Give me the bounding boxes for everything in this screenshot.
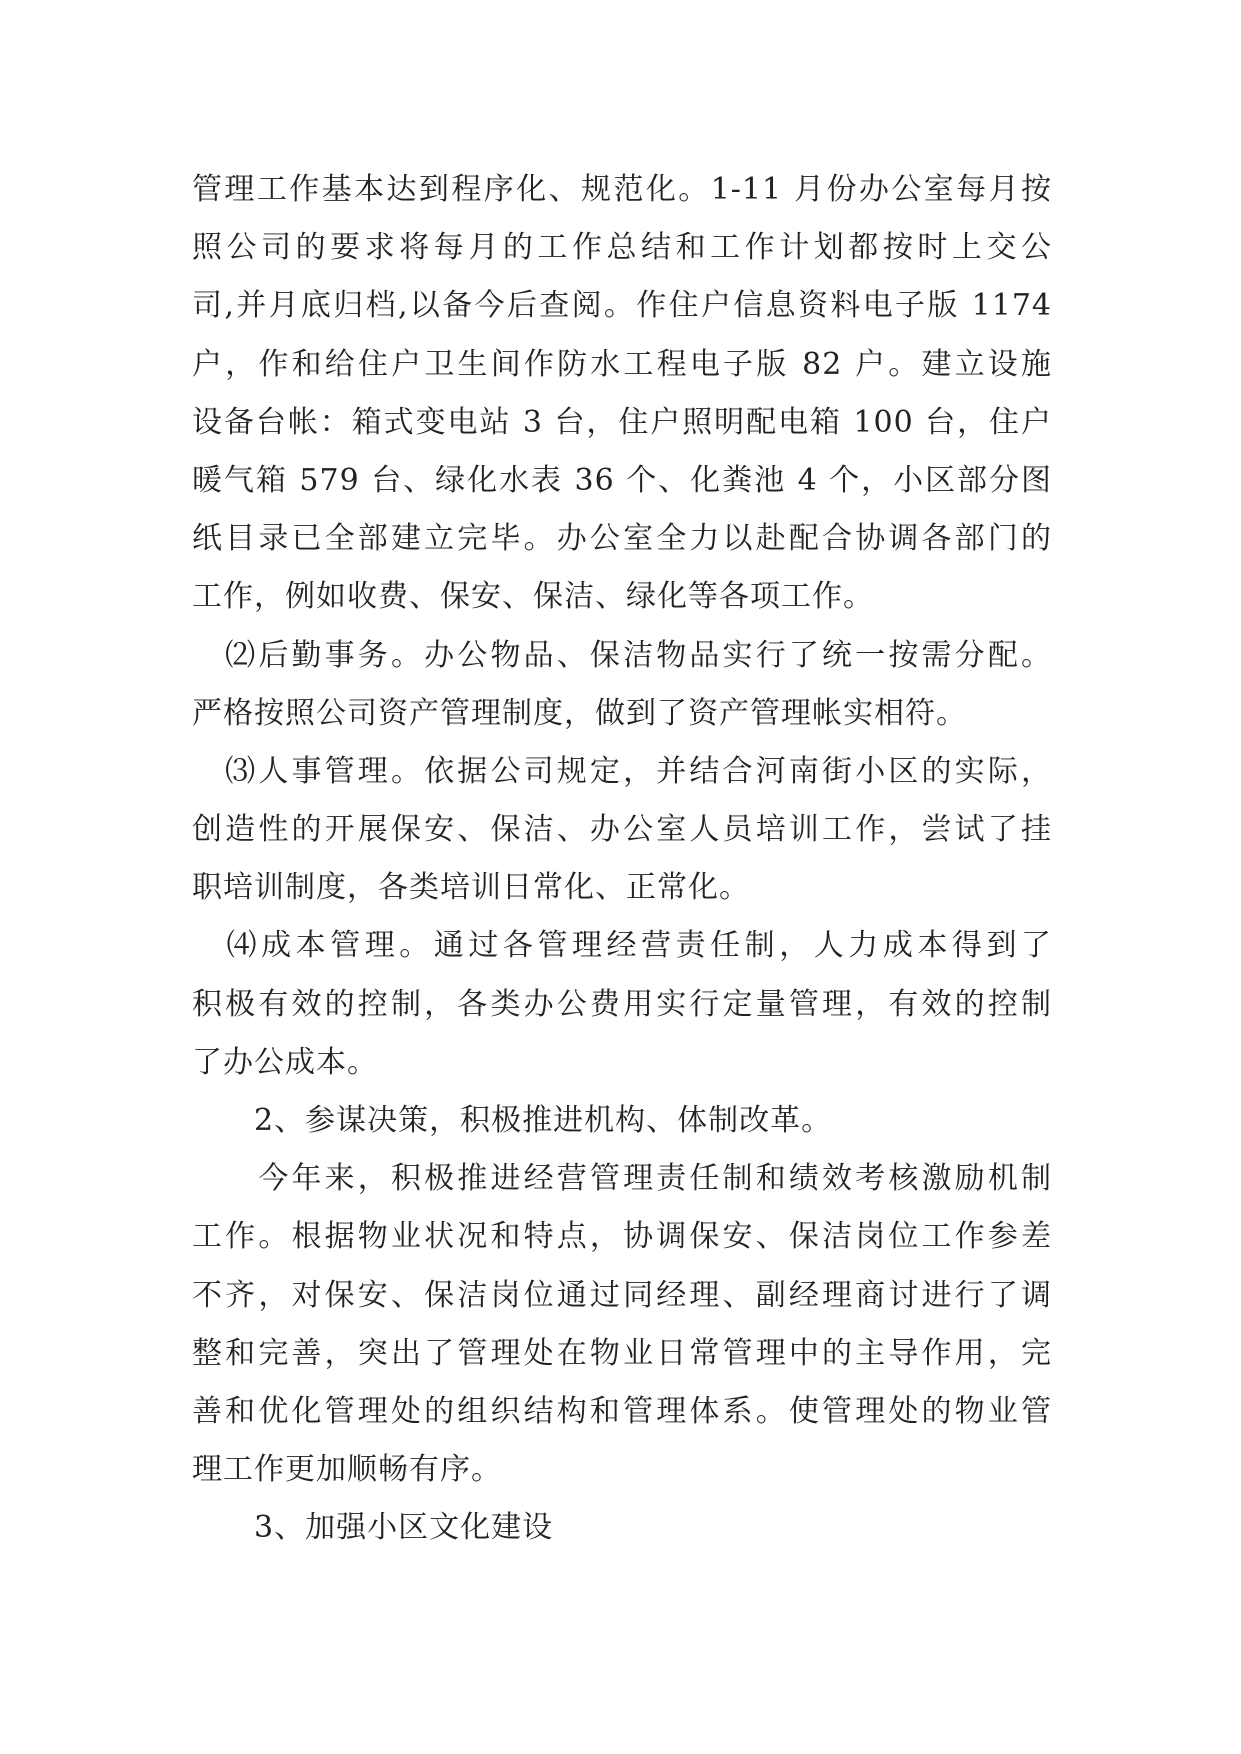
text-line: 暖气箱 579 台、绿化水表 36 个、化粪池 4 个，小区部分图 <box>192 462 1052 498</box>
text-line: ⑵后勤事务。办公物品、保洁物品实行了统一按需分配。 <box>192 637 1052 673</box>
text-line: 司,并月底归档,以备今后查阅。作住户信息资料电子版 1174 <box>192 288 1052 324</box>
text-line: 了办公成本。 <box>192 1044 378 1080</box>
text-line: 整和完善，突出了管理处在物业日常管理中的主导作用，完 <box>192 1335 1052 1371</box>
text-line: 不齐，对保安、保洁岗位通过同经理、副经理商讨进行了调 <box>192 1277 1052 1313</box>
section-heading: 2、参谋决策，积极推进机构、体制改革。 <box>192 1103 833 1138</box>
text-line: 创造性的开展保安、保洁、办公室人员培训工作，尝试了挂 <box>192 812 1052 848</box>
text-line: 工作，例如收费、保安、保洁、绿化等各项工作。 <box>192 579 874 615</box>
text-line: 职培训制度，各类培训日常化、正常化。 <box>192 870 750 906</box>
text-line: 设备台帐：箱式变电站 3 台，住户照明配电箱 100 台，住户 <box>192 404 1052 440</box>
text-line: 管理工作基本达到程序化、规范化。1-11 月份办公室每月按 <box>192 172 1052 207</box>
document-body <box>192 161 1052 1558</box>
text-line: ⑶人事管理。依据公司规定，并结合河南街小区的实际， <box>192 753 1052 789</box>
text-line: 纸目录已全部建立完毕。办公室全力以赴配合协调各部门的 <box>192 521 1052 557</box>
text-line: 今年来，积极推进经营管理责任制和绩效考核激励机制 <box>192 1161 1052 1197</box>
text-line: 积极有效的控制，各类办公费用实行定量管理，有效的控制 <box>192 986 1052 1022</box>
text-line: 善和优化管理处的组织结构和管理体系。使管理处的物业管 <box>192 1393 1052 1429</box>
text-line: 严格按照公司资产管理制度，做到了资产管理帐实相符。 <box>192 695 967 731</box>
text-line: ⑷成本管理。通过各管理经营责任制，人力成本得到了 <box>192 928 1052 964</box>
section-heading: 3、加强小区文化建设 <box>192 1510 554 1546</box>
text-line: 理工作更加顺畅有序。 <box>192 1452 502 1488</box>
text-line: 户，作和给住户卫生间作防水工程电子版 82 户。建立设施 <box>192 346 1052 382</box>
text-line: 工作。根据物业状况和特点，协调保安、保洁岗位工作参差 <box>192 1219 1052 1255</box>
text-line: 照公司的要求将每月的工作总结和工作计划都按时上交公 <box>192 230 1052 266</box>
